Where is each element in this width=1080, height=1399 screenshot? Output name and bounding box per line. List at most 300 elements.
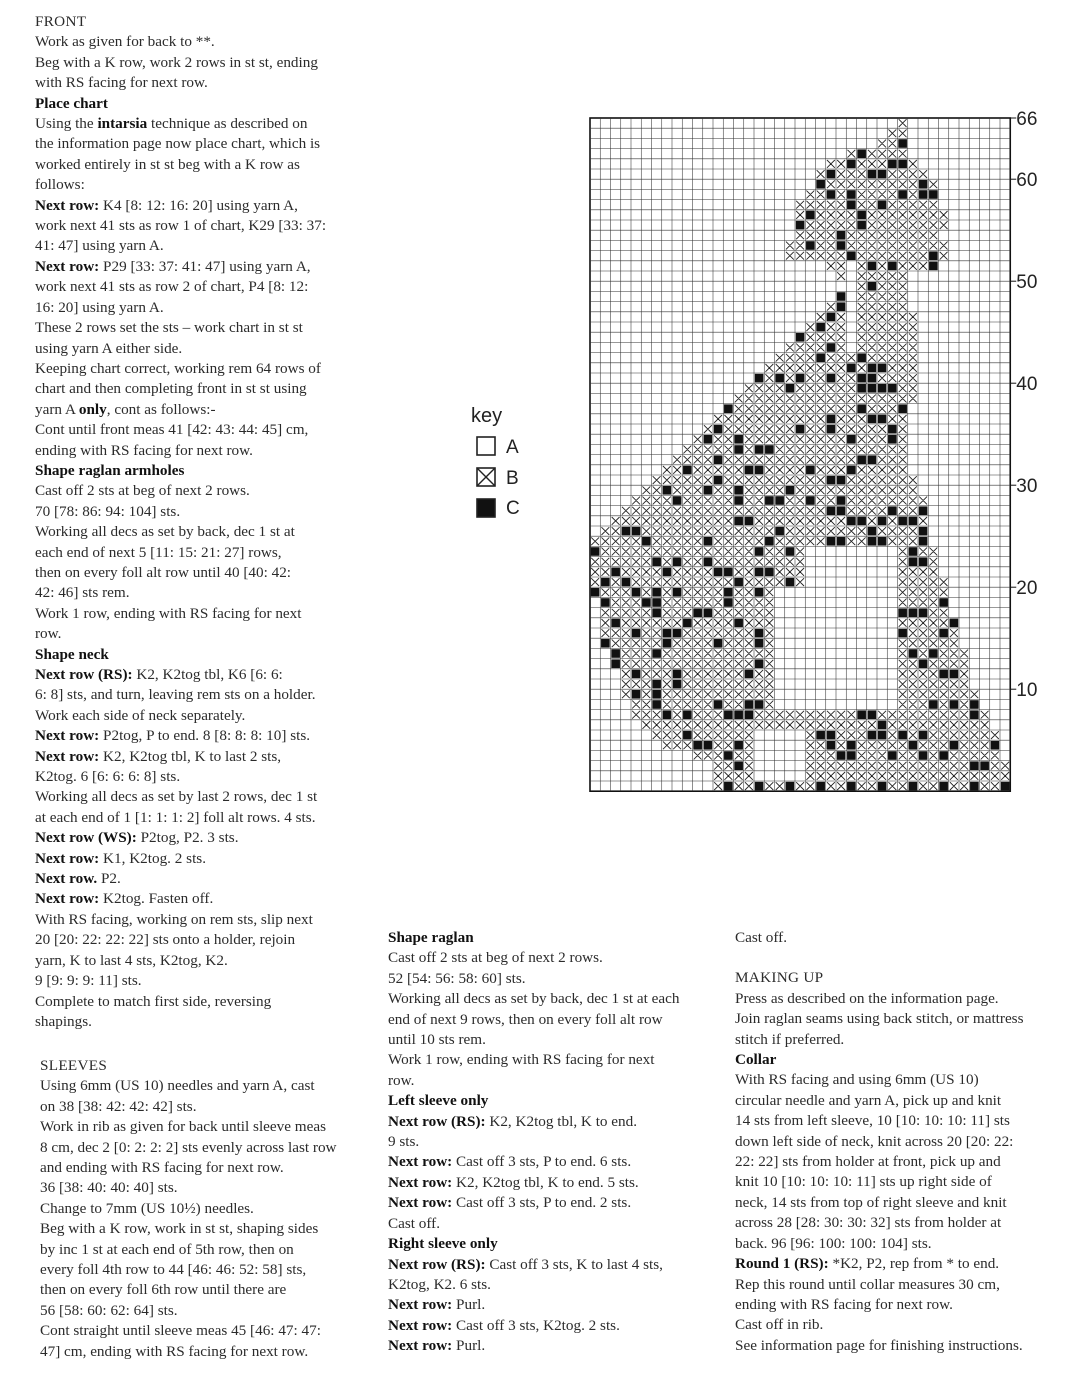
yarn-c-solid-cell xyxy=(827,537,836,546)
yarn-c-solid-cell xyxy=(847,517,856,526)
raglan-instructions xyxy=(388,928,720,1357)
yarn-c-solid-cell xyxy=(632,629,641,638)
yarn-c-solid-cell xyxy=(734,741,743,750)
instruction-line xyxy=(735,1030,1065,1050)
yarn-c-solid-cell xyxy=(775,374,784,383)
instruction-line xyxy=(40,1117,372,1137)
yarn-c-solid-cell xyxy=(755,659,764,668)
yarn-c-solid-cell xyxy=(734,517,743,526)
key-label-c: C xyxy=(506,498,520,519)
line-text: P2tog, P to end. 8 [8: 8: 8: 10] sts. xyxy=(99,727,311,745)
yarn-c-solid-cell xyxy=(991,741,1000,750)
yarn-c-solid-cell xyxy=(888,160,897,169)
yarn-c-solid-cell xyxy=(919,659,928,668)
instruction-line xyxy=(388,1336,720,1356)
yarn-c-solid-cell xyxy=(878,517,887,526)
line-text: 9 sts. xyxy=(388,1133,420,1151)
yarn-c-solid-cell xyxy=(786,547,795,556)
yarn-c-solid-cell xyxy=(878,384,887,393)
yarn-c-solid-cell xyxy=(652,598,661,607)
yarn-c-solid-cell xyxy=(816,323,825,332)
yarn-c-solid-cell xyxy=(601,578,610,587)
key-c-solid-symbol xyxy=(477,499,495,517)
yarn-c-solid-cell xyxy=(755,588,764,597)
yarn-c-solid-cell xyxy=(714,425,723,434)
yarn-c-solid-cell xyxy=(1001,782,1010,791)
line-text: Cast off 2 sts at beg of next 2 rows. xyxy=(35,482,250,500)
instruction-line xyxy=(35,747,370,767)
yarn-c-solid-cell xyxy=(868,710,877,719)
yarn-c-solid-cell xyxy=(796,425,805,434)
instruction-line xyxy=(35,706,370,726)
instruction-line xyxy=(388,1030,720,1050)
yarn-c-solid-cell xyxy=(827,343,836,352)
instruction-line xyxy=(735,1009,1065,1029)
line-text: the information page now place chart, which is xyxy=(35,135,321,153)
line-text: Using the xyxy=(35,115,98,133)
line-text: chart and then completing front in st st using xyxy=(35,380,307,398)
yarn-c-solid-cell xyxy=(673,496,682,505)
yarn-c-solid-cell xyxy=(673,557,682,566)
instruction-line xyxy=(35,359,370,379)
yarn-c-solid-cell xyxy=(837,241,846,250)
yarn-c-solid-cell xyxy=(888,384,897,393)
yarn-c-solid-cell xyxy=(796,221,805,230)
yarn-c-solid-cell xyxy=(950,700,959,709)
yarn-c-solid-cell xyxy=(755,568,764,577)
yarn-c-solid-cell xyxy=(929,190,938,199)
instruction-line xyxy=(35,889,370,909)
instruction-line xyxy=(40,1158,372,1178)
bold-term: Next row: xyxy=(35,257,100,275)
yarn-c-solid-cell xyxy=(919,731,928,740)
line-text: circular needle and yarn A, pick up and knit xyxy=(735,1091,1002,1109)
line-text: 20 [20: 22: 22: 22] sts onto a holder, rejoin xyxy=(35,931,296,949)
raglan-section xyxy=(388,928,720,1357)
yarn-c-solid-cell xyxy=(837,537,846,546)
yarn-c-solid-cell xyxy=(970,782,979,791)
yarn-c-solid-cell xyxy=(827,190,836,199)
instruction-line xyxy=(388,1214,720,1234)
line-text: worked entirely in st st beg with a K row as xyxy=(35,155,300,173)
line-text: Cont until front meas 41 [42: 43: 44: 45] cm, xyxy=(35,421,309,439)
line-text: Work 1 row, ending with RS facing for next xyxy=(35,604,302,622)
yarn-c-solid-cell xyxy=(611,619,620,628)
instruction-line xyxy=(388,1316,720,1336)
yarn-c-solid-cell xyxy=(868,731,877,740)
instruction-line xyxy=(35,441,370,461)
yarn-c-solid-cell xyxy=(970,710,979,719)
yarn-c-solid-cell xyxy=(878,721,887,730)
yarn-c-solid-cell xyxy=(663,710,672,719)
instruction-line xyxy=(40,1097,372,1117)
instruction-line xyxy=(388,1173,720,1193)
line-text: K2tog. Fasten off. xyxy=(99,890,214,908)
line-text: K2, K2tog tbl, K to end. 5 sts. xyxy=(452,1173,639,1191)
yarn-c-solid-cell xyxy=(652,557,661,566)
line-text: Cast off 3 sts, P to end. 6 sts. xyxy=(452,1153,632,1171)
yarn-c-solid-cell xyxy=(847,741,856,750)
chart-row-labels xyxy=(1010,110,1037,701)
yarn-c-solid-cell xyxy=(734,761,743,770)
instruction-line xyxy=(35,726,370,746)
yarn-c-solid-cell xyxy=(919,608,928,617)
yarn-c-solid-cell xyxy=(704,608,713,617)
yarn-c-solid-cell xyxy=(929,251,938,260)
line-text: See information page for finishing instructions. xyxy=(735,1336,1023,1354)
yarn-c-solid-cell xyxy=(734,619,743,628)
line-text: then on every foll 6th row until there are xyxy=(40,1281,287,1299)
yarn-c-solid-cell xyxy=(827,170,836,179)
instruction-line xyxy=(735,1132,1065,1152)
line-text: ending with RS facing for next row. xyxy=(735,1295,953,1313)
instruction-line xyxy=(35,236,370,256)
line-text: each end of next 5 [11: 15: 21: 27] rows, xyxy=(35,543,282,561)
sleeves-heading: SLEEVES xyxy=(40,1057,108,1074)
yarn-c-solid-cell xyxy=(898,517,907,526)
yarn-c-solid-cell xyxy=(970,761,979,770)
yarn-c-solid-cell xyxy=(857,149,866,158)
yarn-c-solid-cell xyxy=(898,731,907,740)
yarn-c-solid-cell xyxy=(827,741,836,750)
instruction-line xyxy=(35,624,370,644)
yarn-c-solid-cell xyxy=(919,190,928,199)
yarn-c-solid-cell xyxy=(765,568,774,577)
yarn-c-solid-cell xyxy=(601,639,610,648)
yarn-c-solid-cell xyxy=(847,200,856,209)
yarn-c-solid-cell xyxy=(939,751,948,760)
yarn-c-solid-cell xyxy=(898,190,907,199)
yarn-c-solid-cell xyxy=(745,466,754,475)
yarn-c-solid-cell xyxy=(745,700,754,709)
yarn-c-solid-cell xyxy=(632,670,641,679)
line-text: Working all decs as set by back, dec 1 st at xyxy=(35,523,295,541)
yarn-c-solid-cell xyxy=(745,710,754,719)
row-label: 20 xyxy=(1016,578,1038,600)
instruction-line xyxy=(40,1076,372,1096)
instruction-line xyxy=(40,1342,372,1362)
bold-term: Next row: xyxy=(35,747,100,765)
line-text: These 2 rows set the sts – work chart in st st xyxy=(35,319,303,337)
bold-term: Next row (RS): xyxy=(388,1112,486,1130)
yarn-c-solid-cell xyxy=(919,557,928,566)
yarn-c-solid-cell xyxy=(663,568,672,577)
line-text: back. 96 [96: 100: 100: 104] sts. xyxy=(735,1234,932,1252)
line-text: every foll 4th row to 44 [46: 46: 52: 58] sts, xyxy=(40,1261,307,1279)
line-text: Work as given for back to **. xyxy=(35,33,215,51)
yarn-c-solid-cell xyxy=(734,445,743,454)
instruction-line xyxy=(35,32,370,52)
yarn-c-solid-cell xyxy=(878,415,887,424)
yarn-c-solid-cell xyxy=(714,455,723,464)
instruction-line xyxy=(35,53,370,73)
subheading: Collar xyxy=(735,1051,777,1069)
line-text: row. xyxy=(388,1071,415,1089)
yarn-c-solid-cell xyxy=(868,170,877,179)
bold-term: Next row: xyxy=(35,727,100,745)
yarn-c-solid-cell xyxy=(847,160,856,169)
bold-term: intarsia xyxy=(97,115,148,133)
yarn-c-solid-cell xyxy=(724,568,733,577)
line-text: With RS facing and using 6mm (US 10) xyxy=(735,1071,979,1089)
line-text: follows: xyxy=(35,176,85,194)
yarn-c-solid-cell xyxy=(939,782,948,791)
yarn-c-solid-cell xyxy=(868,384,877,393)
instruction-line xyxy=(35,951,370,971)
line-text: Using 6mm (US 10) needles and yarn A, cast xyxy=(40,1077,315,1095)
line-text: knit 10 [10: 10: 10: 11] sts up right side of xyxy=(735,1173,992,1191)
yarn-c-solid-cell xyxy=(806,211,815,220)
yarn-c-solid-cell xyxy=(868,527,877,536)
yarn-c-solid-cell xyxy=(888,751,897,760)
line-text: 9 [9: 9: 9: 11] sts. xyxy=(35,972,142,990)
yarn-c-solid-cell xyxy=(704,537,713,546)
yarn-c-solid-cell xyxy=(704,741,713,750)
line-text: Work in rib as given for back until sleeve meas xyxy=(40,1118,326,1136)
bold-term: Next row: xyxy=(388,1173,453,1191)
instruction-line xyxy=(35,992,370,1012)
line-text: Cast off in rib. xyxy=(735,1316,824,1334)
sleeves-section xyxy=(40,1056,372,1362)
yarn-c-solid-cell xyxy=(775,496,784,505)
yarn-c-solid-cell xyxy=(786,384,795,393)
line-text: Cast off 2 sts at beg of next 2 rows. xyxy=(388,949,603,967)
instruction-line xyxy=(35,583,370,603)
yarn-c-solid-cell xyxy=(929,649,938,658)
yarn-c-solid-cell xyxy=(652,690,661,699)
instruction-line xyxy=(735,1193,1065,1213)
yarn-c-solid-cell xyxy=(622,578,631,587)
yarn-c-solid-cell xyxy=(816,180,825,189)
yarn-c-solid-cell xyxy=(909,547,918,556)
line-text: Working all decs as set by last 2 rows, dec 1 st xyxy=(35,788,318,806)
yarn-c-solid-cell xyxy=(673,680,682,689)
instruction-line xyxy=(735,989,1065,1009)
line-text: work next 41 sts as row 1 of chart, K29 [33: 37: xyxy=(35,217,327,235)
instruction-line xyxy=(735,1275,1065,1295)
instruction-line xyxy=(388,1193,720,1213)
instruction-line xyxy=(35,481,370,501)
yarn-c-solid-cell xyxy=(611,568,620,577)
yarn-c-solid-cell xyxy=(765,445,774,454)
yarn-c-solid-cell xyxy=(827,476,836,485)
yarn-c-solid-cell xyxy=(919,506,928,515)
yarn-c-solid-cell xyxy=(755,374,764,383)
instruction-line xyxy=(35,787,370,807)
instruction-line xyxy=(40,1199,372,1219)
line-text: 70 [78: 86: 94: 104] sts. xyxy=(35,502,181,520)
line-text: Work each side of neck separately. xyxy=(35,706,246,724)
yarn-c-solid-cell xyxy=(827,425,836,434)
yarn-c-solid-cell xyxy=(919,537,928,546)
yarn-c-solid-cell xyxy=(806,241,815,250)
key-label-a: A xyxy=(506,437,519,458)
yarn-c-solid-cell xyxy=(929,262,938,271)
line-text: 22: 22] sts from holder at front, pick up and xyxy=(735,1153,1001,1171)
line-text: Cast off 3 sts, K2tog. 2 sts. xyxy=(452,1316,620,1334)
row-label: 66 xyxy=(1016,110,1038,130)
yarn-c-solid-cell xyxy=(909,782,918,791)
making-up-heading: MAKING UP xyxy=(735,969,824,987)
instruction-line xyxy=(388,1275,720,1295)
yarn-c-solid-cell xyxy=(714,476,723,485)
instruction-line xyxy=(35,155,370,175)
line-text: P2tog, P2. 3 sts. xyxy=(136,829,239,847)
line-text: K2, K2tog tbl, K6 [6: 6: xyxy=(132,666,283,683)
line-text: yarn, K to last 4 sts, K2tog, K2. xyxy=(35,951,228,969)
yarn-c-solid-cell xyxy=(919,751,928,760)
line-text: K2, K2tog tbl, K to last 2 sts, xyxy=(99,747,282,765)
line-text: Purl. xyxy=(452,1337,486,1355)
line-text: 42: 46] sts rem. xyxy=(35,584,130,602)
yarn-c-solid-cell xyxy=(683,731,692,740)
line-text: shapings. xyxy=(35,1012,92,1030)
instruction-line xyxy=(735,1315,1065,1335)
subheading: Right sleeve only xyxy=(388,1235,498,1253)
yarn-c-solid-cell xyxy=(663,629,672,638)
line-text: Cast off 3 sts, K to last 4 sts, xyxy=(485,1255,663,1273)
line-text: by inc 1 st at each end of 5th row, then on xyxy=(40,1240,294,1258)
yarn-c-solid-cell xyxy=(652,700,661,709)
yarn-c-solid-cell xyxy=(909,649,918,658)
instruction-line xyxy=(35,1012,370,1032)
instruction-line xyxy=(735,1254,1065,1274)
instruction-line xyxy=(735,1091,1065,1111)
front-instructions xyxy=(35,32,370,1032)
subheading: Shape neck xyxy=(35,645,109,663)
line-text: Keeping chart correct, working rem 64 rows of xyxy=(35,359,321,377)
yarn-c-solid-cell xyxy=(632,690,641,699)
instruction-line xyxy=(35,971,370,991)
row-label: 50 xyxy=(1016,272,1038,294)
bold-term: Next row. xyxy=(35,870,98,888)
yarn-c-solid-cell xyxy=(724,598,733,607)
instruction-line xyxy=(35,522,370,542)
yarn-c-solid-cell xyxy=(724,710,733,719)
yarn-c-solid-cell xyxy=(724,404,733,413)
instruction-line xyxy=(388,1112,720,1132)
yarn-c-solid-cell xyxy=(888,506,897,515)
yarn-c-solid-cell xyxy=(745,670,754,679)
instruction-line xyxy=(40,1260,372,1280)
line-text: , cont as follows:- xyxy=(106,400,216,418)
bold-term: Next row: xyxy=(388,1194,453,1212)
instruction-line xyxy=(388,1071,720,1091)
making-up-section xyxy=(735,928,1065,1356)
line-text: Cont straight until sleeve meas 45 [46: 47: 47: xyxy=(40,1322,321,1340)
instruction-line xyxy=(35,73,370,93)
key-b-cross-symbol xyxy=(477,468,495,486)
yarn-c-solid-cell xyxy=(816,353,825,362)
instruction-line xyxy=(735,1295,1065,1315)
yarn-c-solid-cell xyxy=(704,435,713,444)
yarn-c-solid-cell xyxy=(673,629,682,638)
yarn-c-solid-cell xyxy=(632,588,641,597)
yarn-c-solid-cell xyxy=(837,751,846,760)
yarn-c-solid-cell xyxy=(878,782,887,791)
yarn-c-solid-cell xyxy=(622,527,631,536)
yarn-c-solid-cell xyxy=(950,670,959,679)
instruction-line xyxy=(35,318,370,338)
yarn-c-solid-cell xyxy=(827,506,836,515)
yarn-c-solid-cell xyxy=(755,466,764,475)
yarn-c-solid-cell xyxy=(611,649,620,658)
line-text: K2tog. 6 [6: 6: 6: 8] sts. xyxy=(35,768,181,786)
yarn-c-solid-cell xyxy=(663,486,672,495)
bold-term: Next row: xyxy=(35,196,100,214)
yarn-c-solid-cell xyxy=(837,302,846,311)
yarn-c-solid-cell xyxy=(950,619,959,628)
yarn-c-solid-cell xyxy=(909,741,918,750)
line-text: Cast off. xyxy=(388,1214,441,1232)
line-text: until 10 sts rem. xyxy=(388,1031,486,1049)
yarn-c-solid-cell xyxy=(857,374,866,383)
yarn-c-solid-cell xyxy=(663,639,672,648)
yarn-c-solid-cell xyxy=(827,415,836,424)
front-section xyxy=(35,12,370,1032)
instruction-line xyxy=(735,1152,1065,1172)
yarn-c-solid-cell xyxy=(837,506,846,515)
yarn-c-solid-cell xyxy=(919,527,928,536)
yarn-c-solid-cell xyxy=(683,710,692,719)
yarn-c-solid-cell xyxy=(765,537,774,546)
instruction-line xyxy=(388,969,720,989)
yarn-c-solid-cell xyxy=(970,700,979,709)
yarn-c-solid-cell xyxy=(755,700,764,709)
chart-key xyxy=(471,405,520,519)
instruction-line xyxy=(35,114,370,134)
line-text: K4 [8: 12: 16: 20] using yarn A, xyxy=(99,196,298,214)
line-text: Complete to match first side, reversing xyxy=(35,992,272,1010)
yarn-c-solid-cell xyxy=(868,282,877,291)
yarn-c-solid-cell xyxy=(611,659,620,668)
yarn-c-solid-cell xyxy=(847,782,856,791)
yarn-c-solid-cell xyxy=(755,445,764,454)
instruction-line xyxy=(35,604,370,624)
yarn-c-solid-cell xyxy=(806,466,815,475)
subheading: Shape raglan armholes xyxy=(35,461,185,479)
yarn-c-solid-cell xyxy=(724,751,733,760)
instruction-line xyxy=(735,1172,1065,1192)
line-text: on 38 [38: 42: 42: 42] sts. xyxy=(40,1097,197,1115)
yarn-c-solid-cell xyxy=(827,313,836,322)
line-text: 14 sts from left sleeve, 10 [10: 10: 10: 11] sts xyxy=(735,1112,1010,1130)
yarn-c-solid-cell xyxy=(745,517,754,526)
line-text: 36 [38: 40: 40: 40] sts. xyxy=(40,1179,178,1197)
yarn-c-solid-cell xyxy=(734,435,743,444)
sleeves-instructions xyxy=(40,1076,372,1362)
yarn-c-solid-cell xyxy=(868,262,877,271)
yarn-c-solid-cell xyxy=(847,435,856,444)
key-label-b: B xyxy=(506,468,519,489)
instruction-line xyxy=(35,685,370,705)
instruction-line xyxy=(388,1010,720,1030)
row-label: 40 xyxy=(1016,374,1038,396)
yarn-c-solid-cell xyxy=(847,364,856,373)
intarsia-chart xyxy=(470,110,1050,800)
instruction-line xyxy=(35,930,370,950)
instruction-line xyxy=(35,379,370,399)
instruction-line xyxy=(35,665,370,685)
line-text: using yarn A either side. xyxy=(35,339,183,357)
line-text: at each end of 1 [1: 1: 1: 2] foll alt rows. 4 sts. xyxy=(35,808,316,826)
yarn-c-solid-cell xyxy=(816,782,825,791)
bold-term: Next row (RS): xyxy=(35,666,133,683)
yarn-c-solid-cell xyxy=(827,731,836,740)
yarn-c-solid-cell xyxy=(857,404,866,413)
line-text: across 28 [28: 30: 30: 32] sts from holder at xyxy=(735,1214,1002,1232)
instruction-line xyxy=(388,1255,720,1275)
